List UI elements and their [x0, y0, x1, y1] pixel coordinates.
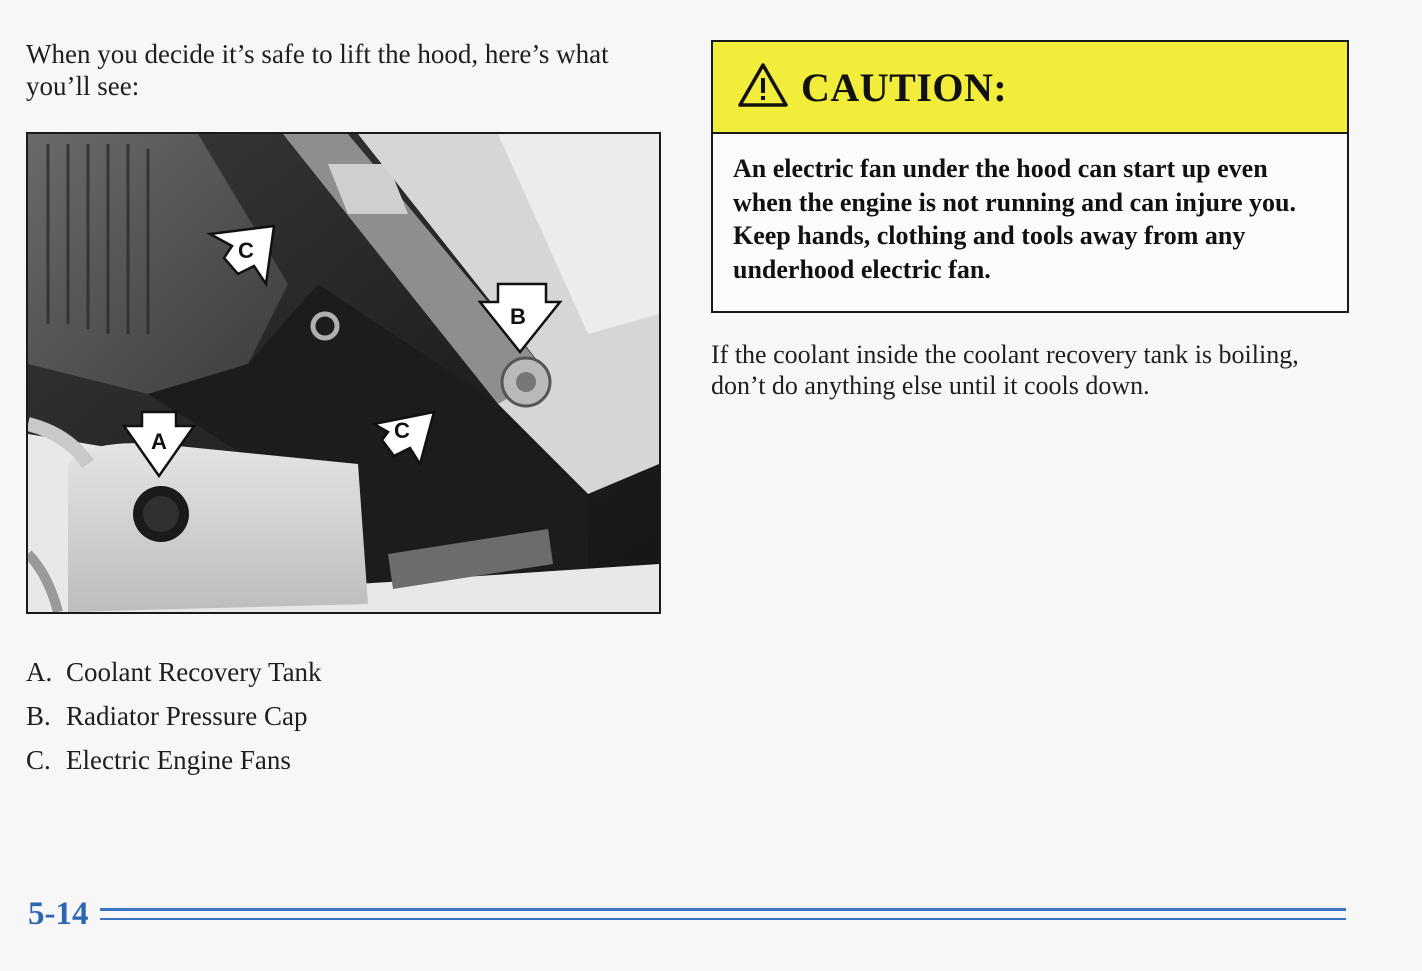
footer-rule [100, 908, 1346, 911]
coolant-tank-shape [68, 443, 368, 612]
footer-rule [100, 918, 1346, 920]
legend-label: Electric Engine Fans [66, 745, 291, 775]
page-number: 5-14 [28, 896, 89, 932]
intro-paragraph: When you decide it’s safe to lift the hood, here’s what you’ll see: [26, 39, 609, 101]
legend-item-electric-engine-fans [26, 742, 322, 786]
caution-header [713, 42, 1347, 134]
warning-triangle-icon [737, 62, 789, 108]
engine-photo-illustration [28, 134, 659, 612]
legend-letter: B. [26, 701, 51, 731]
legend-label: Radiator Pressure Cap [66, 701, 308, 731]
engine-compartment-photo [26, 132, 661, 614]
legend-letter: C. [26, 745, 51, 775]
legend-item-coolant-recovery-tank [26, 654, 322, 698]
legend-letter: A. [26, 657, 53, 687]
legend-item-radiator-pressure-cap [26, 698, 322, 742]
caution-box [711, 40, 1349, 313]
svg-text:C: C [394, 418, 410, 443]
svg-text:C: C [238, 238, 254, 263]
component-legend [26, 654, 322, 786]
svg-text:A: A [151, 429, 167, 454]
coolant-boiling-paragraph: If the coolant inside the coolant recovery tank is boiling, don’t do anything else until it cools down. [711, 340, 1299, 400]
caution-title: CAUTION: [801, 64, 1008, 110]
svg-text:B: B [510, 304, 526, 329]
caution-text: An electric fan under the hood can start up even when the engine is not running and can injure you. Keep hands, clothing and tools away from any underhood electric fan. [733, 154, 1296, 284]
legend-label: Coolant Recovery Tank [66, 657, 322, 687]
